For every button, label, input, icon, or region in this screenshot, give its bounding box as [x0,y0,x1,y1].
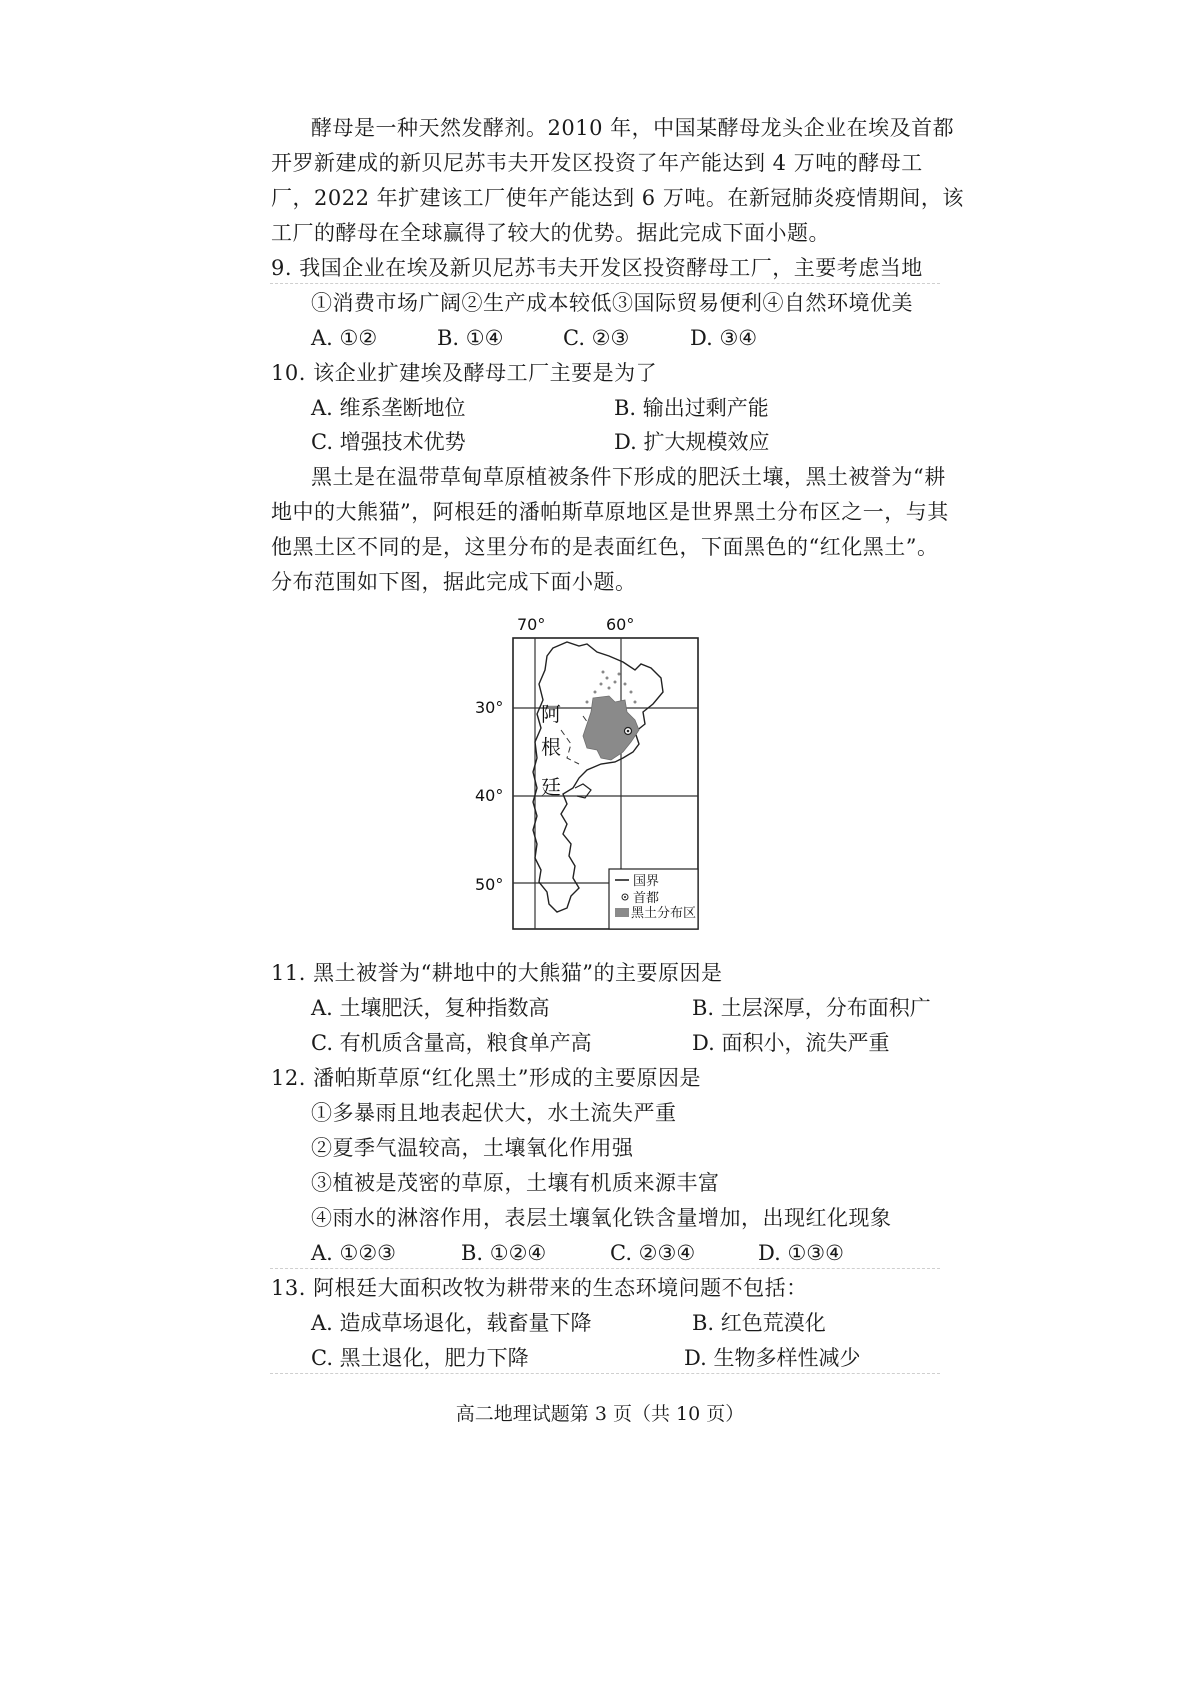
page-footer: 高二地理试题第 3 页（共 10 页） [455,1403,745,1425]
q9-choice-a: A. ①② [311,326,378,350]
q12-stem: 12. 潘帕斯草原“红化黑土”形成的主要原因是 [271,1066,702,1090]
legend-soil-swatch [615,908,629,917]
q11-choice-c: C. 有机质含量高，粮食单产高 [311,1031,592,1055]
passage1-line: 酵母是一种天然发酵剂。2010 年，中国某酵母龙头企业在埃及首都 [311,116,955,140]
q10-choice-b: B. 输出过剩产能 [614,396,769,420]
country-char: 根 [541,735,561,759]
legend-capital-label: 首都 [633,891,660,906]
q13-choice-a: A. 造成草场退化，载畜量下降 [311,1311,592,1335]
divider [270,1268,940,1269]
q11-stem: 11. 黑土被誉为“耕地中的大熊猫”的主要原因是 [271,961,723,985]
legend-border-label: 国界 [633,874,660,889]
country-char: 廷 [541,775,561,799]
lon-label-70: 70° [517,615,546,634]
lon-label-60: 60° [606,615,635,634]
q13-choice-d: D. 生物多样性减少 [684,1346,861,1370]
country-char: 阿 [541,702,561,726]
q12-choice-a: A. ①②③ [311,1241,396,1265]
passage2-line: 地中的大熊猫”，阿根廷的潘帕斯草原地区是世界黑土分布区之一，与其 [271,500,949,524]
divider [270,283,940,284]
q12-statement: ③植被是茂密的草原，土壤有机质来源丰富 [311,1171,720,1195]
argentina-black-soil-map [475,612,725,934]
q10-choice-c: C. 增强技术优势 [311,430,466,454]
lat-label-30: 30° [475,698,504,717]
q10-stem: 10. 该企业扩建埃及酵母工厂主要是为了 [271,361,658,385]
divider [270,1373,940,1374]
q11-choice-a: A. 土壤肥沃，复种指数高 [311,996,550,1020]
passage2-line: 他黑土区不同的是，这里分布的是表面红色，下面黑色的“红化黑土”。 [271,535,939,559]
lat-label-50: 50° [475,875,504,894]
q9-choice-d: D. ③④ [690,326,758,350]
passage2-line: 分布范围如下图，据此完成下面小题。 [271,570,637,594]
q11-choice-d: D. 面积小，流失严重 [692,1031,890,1055]
q11-choice-b: B. 土层深厚，分布面积广 [692,996,931,1020]
q9-choice-b: B. ①④ [437,326,504,350]
q9-stem: 9. 我国企业在埃及新贝尼苏韦夫开发区投资酵母工厂，主要考虑当地 [271,256,923,280]
passage2-line: 黑土是在温带草甸草原植被条件下形成的肥沃土壤，黑土被誉为“耕 [311,465,946,489]
passage1-line: 开罗新建成的新贝尼苏韦夫开发区投资了年产能达到 4 万吨的酵母工 [271,151,923,175]
q12-choice-d: D. ①③④ [758,1241,844,1265]
q12-choice-c: C. ②③④ [610,1241,696,1265]
q10-choice-a: A. 维系垄断地位 [311,396,466,420]
capital-dot [627,730,630,733]
passage1-line: 工厂的酵母在全球赢得了较大的优势。据此完成下面小题。 [271,221,830,245]
legend-soil-label: 黑土分布区 [631,906,697,921]
q13-choice-c: C. 黑土退化，肥力下降 [311,1346,529,1370]
q9-statements: ①消费市场广阔②生产成本较低③国际贸易便利④自然环境优美 [311,291,913,315]
q12-choice-b: B. ①②④ [461,1241,547,1265]
legend-capital-dot [624,896,626,898]
q12-statement: ②夏季气温较高，土壤氧化作用强 [311,1136,634,1160]
q10-choice-d: D. 扩大规模效应 [614,430,770,454]
q13-choice-b: B. 红色荒漠化 [692,1311,826,1335]
q13-stem: 13. 阿根廷大面积改牧为耕带来的生态环境问题不包括： [271,1276,808,1300]
q12-statement: ①多暴雨且地表起伏大，水土流失严重 [311,1101,677,1125]
q12-statement: ④雨水的淋溶作用，表层土壤氧化铁含量增加，出现红化现象 [311,1206,892,1230]
passage1-line: 厂，2022 年扩建该工厂使年产能达到 6 万吨。在新冠肺炎疫情期间，该 [271,186,964,210]
q9-choice-c: C. ②③ [563,326,630,350]
lat-label-40: 40° [475,786,504,805]
